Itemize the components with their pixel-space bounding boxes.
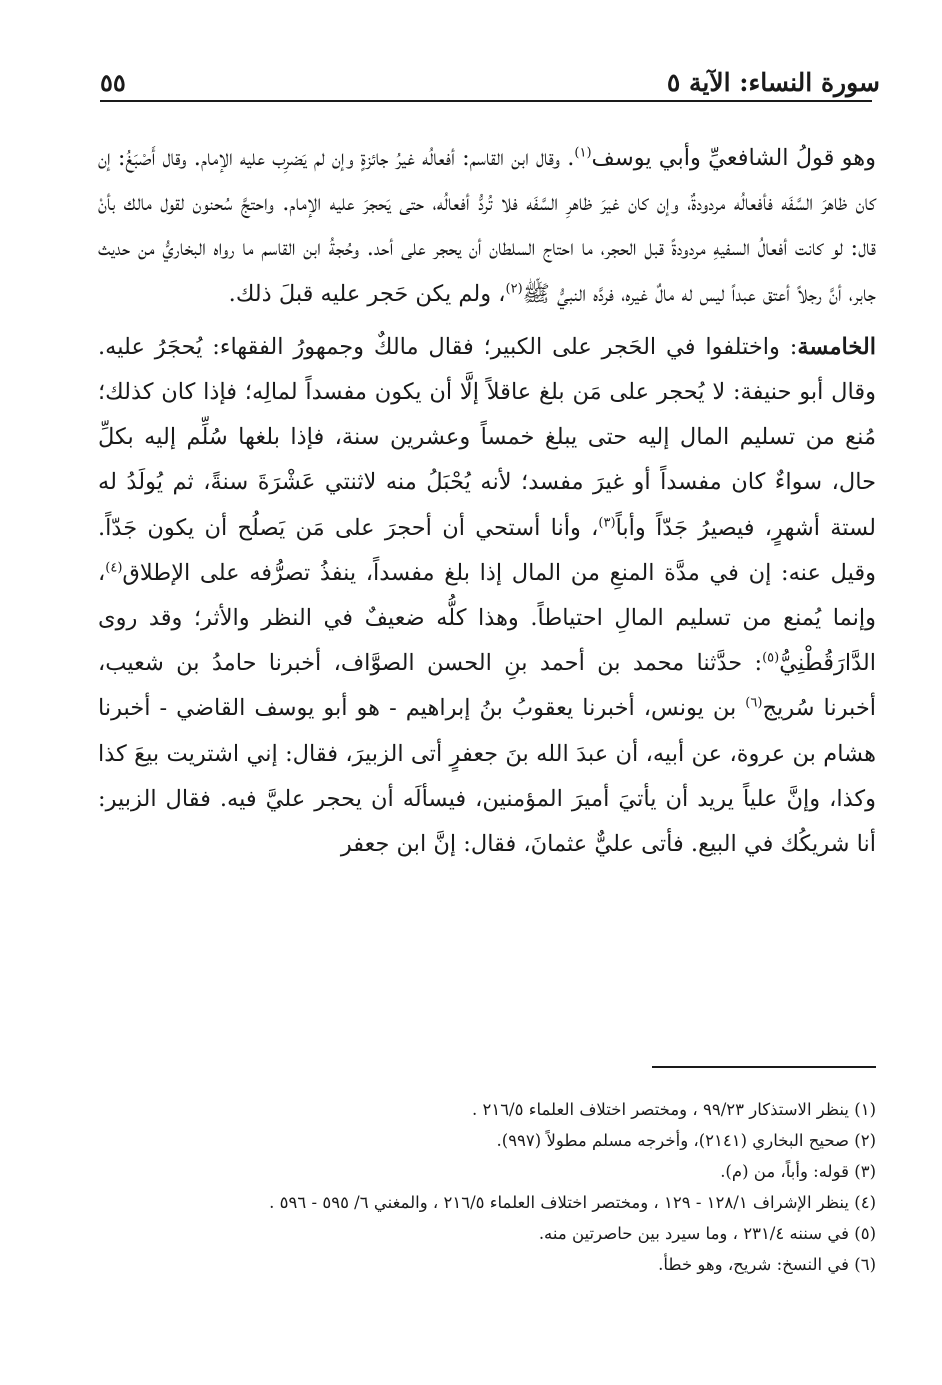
paragraph-1 bbox=[98, 136, 876, 317]
footnote-rule bbox=[652, 1066, 876, 1068]
footnote-3: (٣) قوله: وأباً، من (م). bbox=[720, 1162, 876, 1181]
footnote-ref-4: (٤) bbox=[105, 560, 123, 576]
footnote-6: (٦) في النسخ: شريح، وهو خطأ. bbox=[658, 1255, 876, 1274]
paragraph-2 bbox=[98, 325, 876, 867]
main-text bbox=[98, 136, 876, 867]
footnote-4: (٤) ينظر الإشراف ١٢٨/١ - ١٢٩ ، ومختصر اختلاف العلماء ٢١٦/٥ ، والمغني ٦/ ٥٩٥ - ٥٩٦ . bbox=[269, 1193, 876, 1212]
page-header bbox=[100, 60, 880, 100]
page-number: ٥٥ bbox=[100, 68, 126, 97]
paragraph-text: : واختلفوا في الحَجر على الكبير؛ فقال مالكٌ وجمهورُ الفقهاء: يُحجَرُ عليه. وقال أبو حنيفة: لا يُحجر على مَن بلغ عاقلاً إلَّا أن يكون مفسداً لمالِه؛ فإذا كان كذلك؛ مُنع من تسليم المال إليه حتى يبلغ خمساً وعشرين سنة، فإذا بلغها سُلِّم إليه بكلِّ حال، سواءٌ كان مفسداً أو غيرَ مفسد؛ لأنه يُحْبَلُ منه لاثنتي عَشْرَةَ سنةً، ثم يُولَدُ له لستة أشهرٍ، فيصيرُ جَدّاً وأباً bbox=[98, 333, 876, 541]
footnote-ref-2: (٢) bbox=[505, 281, 523, 297]
paragraph-text: ، وأنا أستحي أن أحجرَ على مَن يَصلُح أن يكون جَدّاً. وقيل عنه: إن في مدَّة المنعِ من المال إذا بلغ مفسداً، ينفذُ تصرُّفه على الإطلاق bbox=[98, 514, 876, 586]
paragraph-text: : حدَّثنا محمد بن أحمد بنِ الحسن الصوَّاف، أخبرنا حامدُ بن شعيب، أخبرنا سُريج bbox=[98, 650, 876, 722]
paragraph-text: . وقال ابن القاسم: أفعالُه غيرُ جائزةٍ وإن لم يَضرِب عليه الإمام. وقال أَصْبَغُ: إن كان ظاهرَ السَّفَه فأفعالُه مردودةٌ، وإن كان غيرَ ظاهرِ السَّفَه فلا تُردُّ أفعالُه، حتى يَحجرَ عليه الإمام. واحتجَّ سُحنون لقول مالك بأنْ قال: لو كانت أفعالُ السفيهِ مردودةً قبل الحجر، ما احتاج السلطان أن يحجر على أحد. وحُجةُ ابن القاسم ما رواه البخاريُّ من حديث جابر، أنَّ رجلاً أعتق عبداً ليس له مالٌ غيره، فردَّه النبيُّ ﷺ bbox=[98, 145, 876, 307]
footnote-ref-6: (٦) bbox=[745, 695, 763, 711]
paragraph-text: بن يونس، أخبرنا يعقوبُ بنُ إبراهيم - هو أبو يوسف القاضي - أخبرنا هشام بن عروة، عن أبيه، أن عبدَ الله بنَ جعفرٍ أتى الزبيرَ، فقال: إني اشتريت بيعَ كذا وكذا، وإنَّ علياً يريد أن يأتيَ أميرَ المؤمنين، فيسألَه أن يحجر عليَّ فيه. فقال الزبير: أنا شريكُك في البيع. فأتى عليٌّ عثمانَ، فقال: إنَّ ابن جعفر bbox=[98, 695, 876, 858]
footnote-ref-5: (٥) bbox=[762, 650, 780, 666]
paragraph-text: وهو قولُ الشافعيِّ وأبي يوسف bbox=[591, 145, 876, 171]
footnote-1: (١) ينظر الاستذكار ٩٩/٢٣ ، ومختصر اختلاف العلماء ٢١٦/٥ . bbox=[471, 1100, 876, 1119]
footnote-ref-1: (١) bbox=[574, 145, 592, 161]
section-label: الخامسة bbox=[797, 333, 876, 360]
header-rule bbox=[100, 100, 872, 102]
footnote-ref-3: (٣) bbox=[598, 515, 616, 531]
running-title: سورة النساء: الآية ٥ bbox=[666, 68, 880, 97]
paragraph-text: ، وإنما يُمنع من تسليم المالِ احتياطاً. وهذا كلُّه ضعيفٌ في النظر والأثر؛ وقد روى الدَّارَقُطْنِيُّ bbox=[98, 559, 876, 677]
footnote-2: (٢) صحيح البخاري (٢١٤١)، وأخرجه مسلم مطولاً (٩٩٧). bbox=[496, 1131, 876, 1150]
paragraph-text: ، ولم يكن حَجر عليه قبلَ ذلك. bbox=[228, 280, 506, 307]
footnote-5: (٥) في سننه ٢٣١/٤ ، وما سيرد بين حاصرتين منه. bbox=[538, 1224, 876, 1243]
footnotes bbox=[96, 1094, 876, 1280]
